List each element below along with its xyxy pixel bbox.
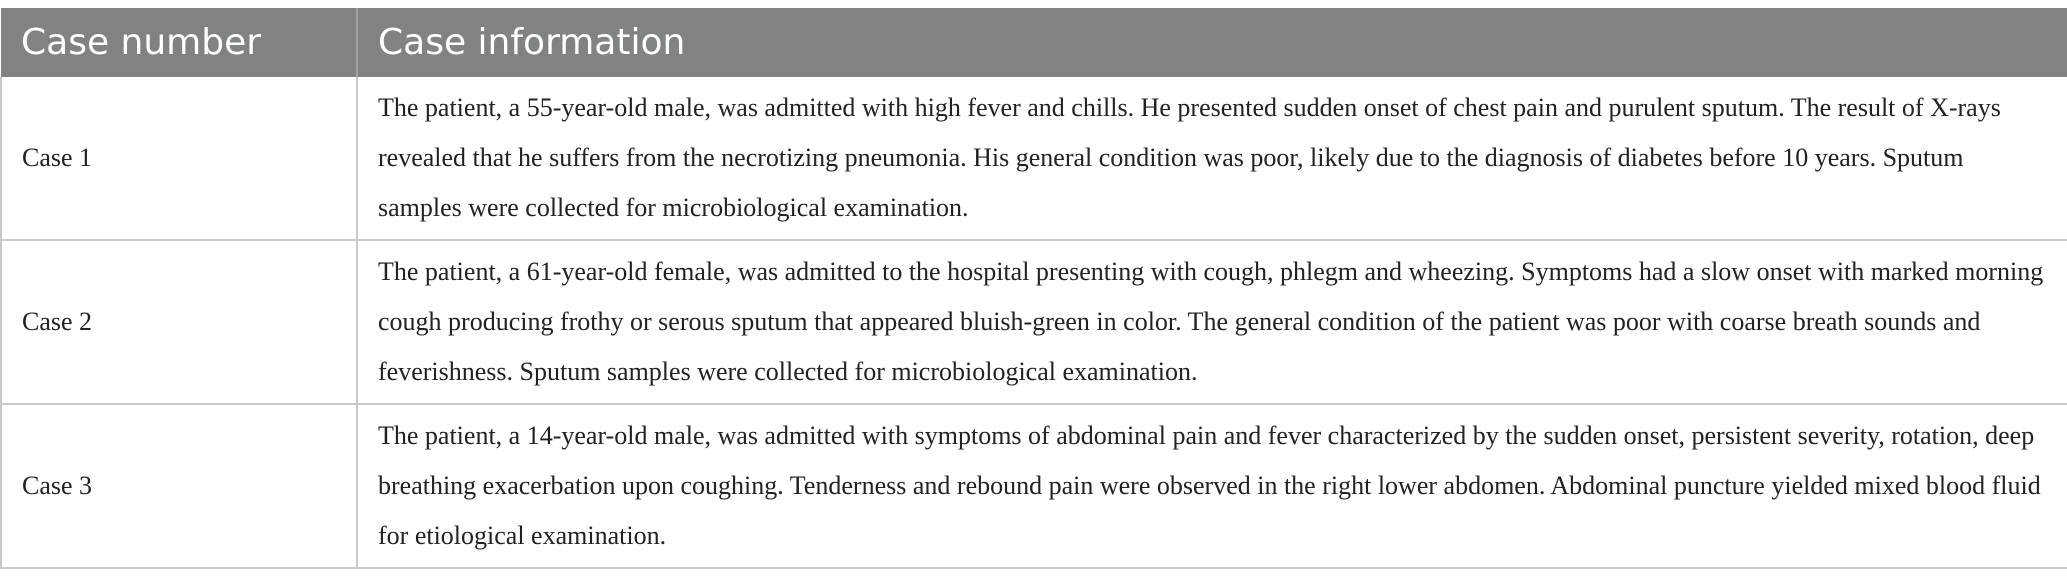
column-header-case-number: Case number <box>1 8 357 77</box>
table-body <box>1 77 2067 568</box>
case-information-cell: The patient, a 55-year-old male, was admitted with high fever and chills. He presented sudden onset of chest pain and purulent sputum. The result of X-rays revealed that he suffers from the necrotizing pneumonia. His general condition was poor, likely due to the diagnosis of diabetes before 10 years. Sputum samples were collected for microbiological examination. <box>357 77 2067 240</box>
header-row <box>1 8 2067 77</box>
column-header-case-information: Case information <box>357 8 2067 77</box>
table-header <box>1 8 2067 77</box>
case-information-cell: The patient, a 14-year-old male, was admitted with symptoms of abdominal pain and fever characterized by the sudden onset, persistent severity, rotation, deep breathing exacerbation upon coughing. Tenderness and rebound pain were observed in the right lower abdomen. Abdominal puncture yielded mixed blood fluid for etiological examination. <box>357 404 2067 568</box>
case-number-cell: Case 3 <box>1 404 357 568</box>
case-number-cell: Case 2 <box>1 240 357 404</box>
case-table <box>0 8 2067 569</box>
table-row <box>1 240 2067 404</box>
case-information-cell: The patient, a 61-year-old female, was admitted to the hospital presenting with cough, phlegm and wheezing. Symptoms had a slow onset with marked morning cough producing frothy or serous sputum that appeared bluish-green in color. The general condition of the patient was poor with coarse breath sounds and feverishness. Sputum samples were collected for microbiological examination. <box>357 240 2067 404</box>
case-number-cell: Case 1 <box>1 77 357 240</box>
table-row <box>1 404 2067 568</box>
table-row <box>1 77 2067 240</box>
